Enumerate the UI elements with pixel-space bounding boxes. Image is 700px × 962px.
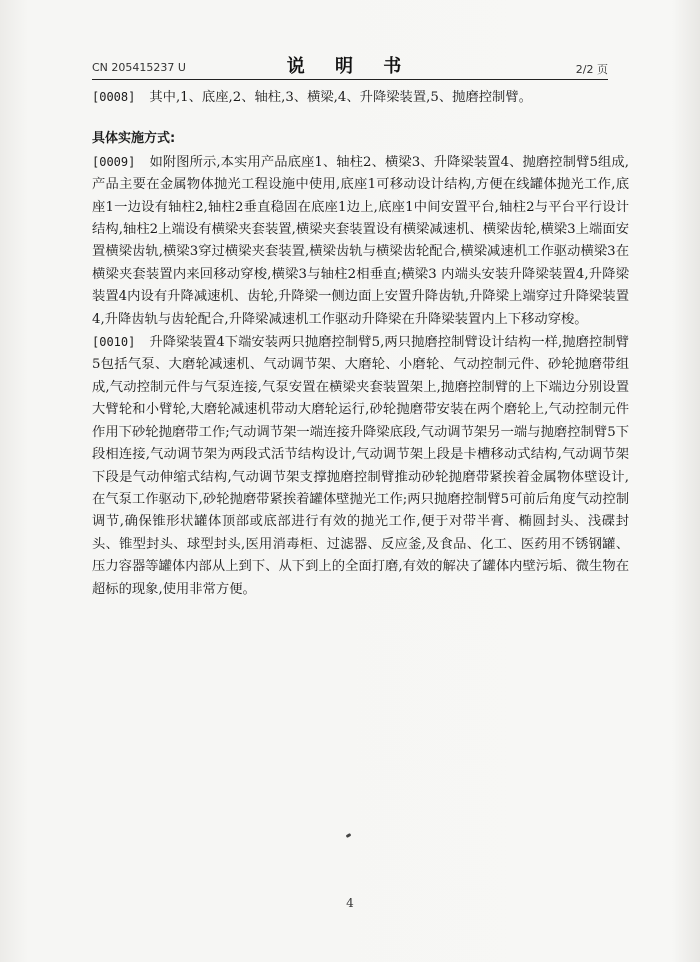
paragraph-text: 如附图所示,本实用产品底座1、轴柱2、横梁3、升降梁装置4、抛磨控制臂5组成,产品主要在金属物体抛光工程设施中使用,底座1可移动设计结构,方便在线罐体抛光工作,底座1一边设有轴柱2,轴柱2垂直稳固在底座1边上,底座1中间安置平台,轴柱2与平台平行设计结构,轴柱2上端设有横梁夹套装置,横梁夹套装置设有横梁减速机、横梁齿轮,横梁3上端面安置横梁齿轨,横梁3穿过横梁夹套装置,横梁齿轨与横梁齿轮配合,横梁减速机工作驱动横梁3在横梁夹套装置内来回移动穿梭,横梁3与轴柱2相垂直;横梁3 内端头安装升降梁装置4,升降梁装置4内设有升降减速机、齿轮,升降梁一侧边面上安置升降齿轨,升降梁上端穿过升降梁装置4,升降齿轨与齿轮配合,升降梁减速机工作驱动升降梁在升降梁装置内上下移动穿梭。: [92, 154, 629, 327]
paragraph-tag: [0010]: [92, 335, 136, 350]
header-rule: [92, 79, 608, 80]
page-number: 4: [346, 896, 354, 910]
paragraph-text: 其中,1、底座,2、轴柱,3、横梁,4、升降梁装置,5、抛磨控制臂。: [149, 90, 532, 105]
publication-number: CN 205415237 U: [92, 61, 186, 74]
paragraph-0008: [92, 86, 629, 109]
document-body: [92, 86, 629, 601]
paragraph-text: 升降梁装置4下端安装两只抛磨控制臂5,两只抛磨控制臂设计结构一样,抛磨控制臂5包括气泵、大磨轮减速机、气动调节架、大磨轮、小磨轮、气动控制元件、砂轮抛磨带组成,气动控制元件与气泵连接,气泵安置在横梁夹套装置架上,抛磨控制臂的上下端边分别设置大臂轮和小臂轮,大磨轮减速机带动大磨轮运行,砂轮抛磨带安装在两个磨轮上,气动控制元件作用下砂轮抛磨带工作;气动调节架一端连接升降梁底段,气动调节架另一端与抛磨控制臂5下段相连接,气动调节架为两段式活节结构设计,气动调节架上段是卡槽移动式结构,气动调节架下段是气动伸缩式结构,气动调节架支撑抛磨控制臂推动砂轮抛磨带紧挨着金属物体壁设计,在气泵工作驱动下,砂轮抛磨带紧挨着罐体壁抛光工作;两只抛磨控制臂5可前后角度气动控制调节,确保锥形状罐体顶部或底部进行有效的抛光工作,便于对带半膏、椭圆封头、浅碟封头、锥型封头、球型封头,医用消毒柜、过滤器、反应釜,及食品、化工、医药用不锈钢罐、压力容器等罐体内部从上到下、从下到上的全面打磨,有效的解决了罐体内壁污垢、微生物在超标的现象,使用非常方便。: [92, 335, 629, 597]
paragraph-tag: [0009]: [92, 154, 136, 169]
paragraph-0009: [92, 151, 629, 331]
paragraph-tag: [0008]: [92, 90, 136, 104]
page-indicator: 2/2 页: [575, 63, 608, 76]
page-header: [92, 52, 608, 78]
document-title: 说 明 书: [286, 56, 414, 77]
paragraph-0010: [92, 331, 629, 601]
scan-speck: [346, 833, 352, 838]
section-heading: 具体实施方式:: [92, 131, 176, 147]
